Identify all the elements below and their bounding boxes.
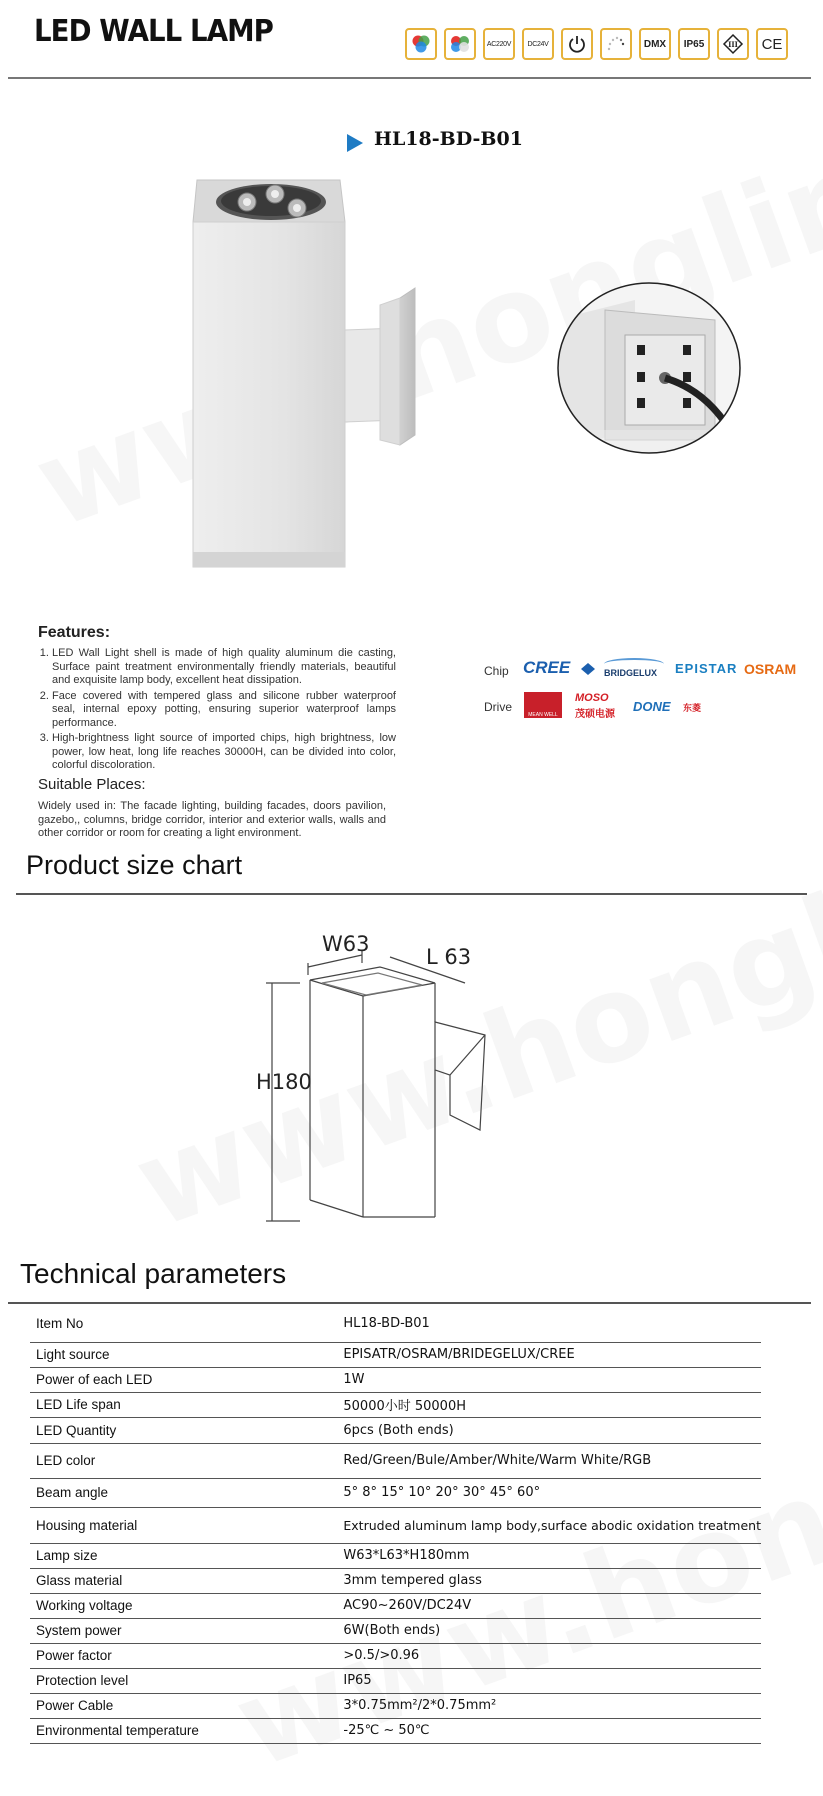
model-number: HL18-BD-B01 xyxy=(374,128,523,150)
table-row xyxy=(30,1342,761,1367)
epistar-logo: EPISTAR xyxy=(675,661,738,676)
osram-logo: OSRAM xyxy=(744,661,797,677)
table-row xyxy=(30,1568,761,1593)
certification-icons xyxy=(405,28,788,60)
done-cn-label: 东菱 xyxy=(683,703,702,713)
chip-label: Chip xyxy=(484,664,509,678)
param-name: Power Cable xyxy=(30,1693,343,1718)
page-title: LED WALL LAMP xyxy=(34,14,273,49)
param-name: Light source xyxy=(30,1342,343,1367)
param-name: Environmental temperature xyxy=(30,1718,343,1743)
dc24v-icon: DC24V xyxy=(522,28,554,60)
param-value: 6pcs (Both ends) xyxy=(343,1417,761,1443)
param-value: 3mm tempered glass xyxy=(343,1568,761,1593)
class-iii-icon xyxy=(717,28,749,60)
param-value: Red/Green/Bule/Amber/White/Warm White/RGB xyxy=(343,1443,761,1478)
param-name: Power factor xyxy=(30,1643,343,1668)
table-row xyxy=(30,1718,761,1743)
feature-item: 3. High-brightness light source of imported chips, high brightness, low power, low heat, long life reaches 30000H, can be divided into color, colorful discoloration. xyxy=(52,732,396,773)
param-name: Beam angle xyxy=(30,1478,343,1507)
rgb-icon xyxy=(405,28,437,60)
ip65-icon: IP65 xyxy=(678,28,710,60)
param-value: >0.5/>0.96 xyxy=(343,1643,761,1668)
table-row xyxy=(30,1543,761,1568)
param-name: Housing material xyxy=(30,1507,343,1543)
bridgelux-logo: BRIDGELUX xyxy=(604,668,658,678)
param-name: Protection level xyxy=(30,1668,343,1693)
param-value: EPISATR/OSRAM/BRIDEGELUX/CREE xyxy=(343,1342,761,1367)
meanwell-logo: MEAN WELL xyxy=(524,692,562,718)
table-row xyxy=(30,1417,761,1443)
ce-icon: CE xyxy=(756,28,788,60)
table-row xyxy=(30,1507,761,1543)
param-value: HL18-BD-B01 xyxy=(343,1306,761,1342)
param-value: 6W(Both ends) xyxy=(343,1618,761,1643)
table-row xyxy=(30,1618,761,1643)
param-value: 50000小时 50000H xyxy=(343,1392,761,1417)
table-row xyxy=(30,1367,761,1392)
table-row xyxy=(30,1443,761,1478)
tech-params-table xyxy=(30,1306,761,1744)
table-row xyxy=(30,1593,761,1618)
size-chart-divider xyxy=(16,893,807,895)
features-list xyxy=(38,647,396,775)
tech-params-divider xyxy=(8,1302,811,1304)
param-name: Glass material xyxy=(30,1568,343,1593)
param-value: 1W xyxy=(343,1367,761,1392)
drive-label: Drive xyxy=(484,700,513,714)
done-logo: DONE xyxy=(633,699,671,714)
features-heading: Features: xyxy=(38,624,111,641)
svg-text:III: III xyxy=(728,40,738,49)
param-value: AC90~260V/DC24V xyxy=(343,1593,761,1618)
dmx-icon: DMX xyxy=(639,28,671,60)
moso-logo: MOSO xyxy=(575,692,609,704)
param-value: 5° 8° 15° 10° 20° 30° 45° 60° xyxy=(343,1478,761,1507)
cree-diamond-icon xyxy=(581,662,595,680)
mounting-detail-image xyxy=(555,280,745,456)
model-arrow-icon xyxy=(347,134,363,152)
param-name: LED Quantity xyxy=(30,1417,343,1443)
cree-logo: CREE xyxy=(523,658,571,677)
header-divider xyxy=(8,77,811,79)
table-row xyxy=(30,1643,761,1668)
param-name: LED color xyxy=(30,1443,343,1478)
dimming-icon xyxy=(600,28,632,60)
feature-item: 2. Face covered with tempered glass and silicone rubber waterproof seal, internal epoxy potting, ensuring superior waterproof lamps performance. xyxy=(52,690,396,731)
param-name: LED Life span xyxy=(30,1392,343,1417)
param-value: W63*L63*H180mm xyxy=(343,1543,761,1568)
param-value: -25℃ ~ 50℃ xyxy=(343,1718,761,1743)
bridgelux-arc-icon xyxy=(604,658,664,670)
param-name: Lamp size xyxy=(30,1543,343,1568)
param-name: Working voltage xyxy=(30,1593,343,1618)
param-value: IP65 xyxy=(343,1668,761,1693)
param-value: 3*0.75mm²/2*0.75mm² xyxy=(343,1693,761,1718)
table-row xyxy=(30,1478,761,1507)
param-name: Item No xyxy=(30,1306,343,1342)
rgbw-icon xyxy=(444,28,476,60)
suitable-places-text: Widely used in: The facade lighting, building facades, doors pavilion, gazebo,, columns, bridge corridor, interior and exterior walls, walls and other corridor or room for creating a light environment. xyxy=(38,800,386,839)
param-value: Extruded aluminum lamp body,surface abodic oxidation treatment xyxy=(343,1507,761,1543)
table-row xyxy=(30,1306,761,1342)
width-dimension-label: W63 xyxy=(322,932,370,956)
size-chart-heading: Product size chart xyxy=(26,850,243,880)
ac220v-icon: AC220V xyxy=(483,28,515,60)
suitable-places-heading: Suitable Places: xyxy=(38,776,146,793)
table-row xyxy=(30,1668,761,1693)
param-name: Power of each LED xyxy=(30,1367,343,1392)
feature-item: 1. LED Wall Light shell is made of high quality aluminum die casting, Surface paint treatment environmentally friendly materials, beautiful and exquisite lamp body, excellent heat dissipation. xyxy=(52,647,396,688)
length-dimension-label: L 63 xyxy=(426,945,472,969)
table-row xyxy=(30,1693,761,1718)
height-dimension-label: H180 xyxy=(256,1070,312,1094)
tech-params-heading: Technical parameters xyxy=(20,1258,287,1289)
moso-cn-label: 茂硕电源 xyxy=(575,709,615,720)
power-icon xyxy=(561,28,593,60)
param-name: System power xyxy=(30,1618,343,1643)
product-image xyxy=(185,170,465,590)
table-row xyxy=(30,1392,761,1417)
